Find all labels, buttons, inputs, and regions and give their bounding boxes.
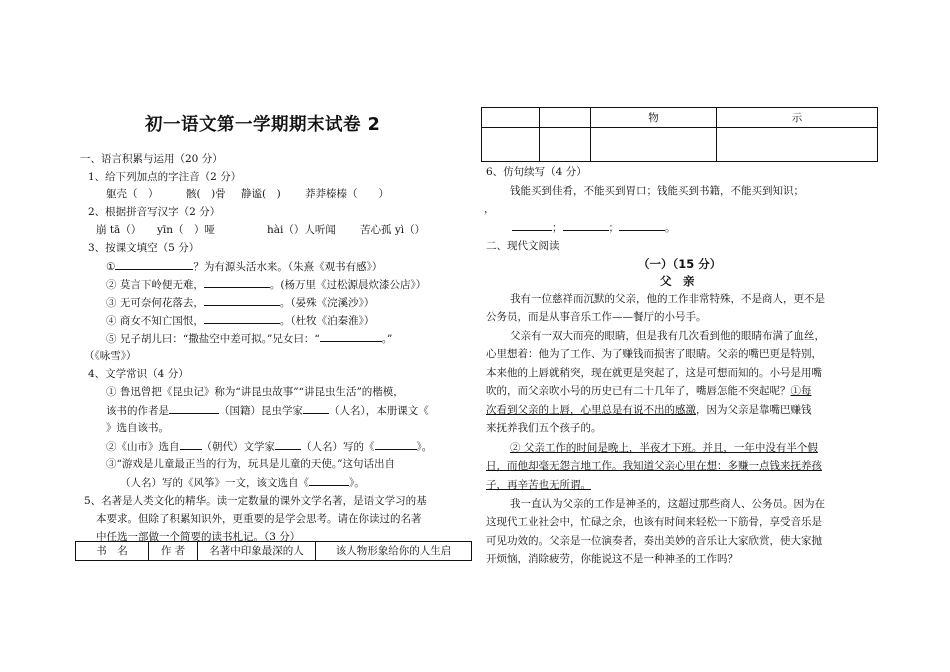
answer-blank[interactable] — [275, 437, 301, 450]
section-1-heading: 一、语言积累与运用（20 分） — [80, 153, 223, 165]
article-title: 父 亲 — [660, 274, 695, 288]
q3-4-text: ④ 商女不知亡国恨， — [106, 315, 204, 327]
answer-blank[interactable] — [512, 218, 552, 231]
q3-5-source: （《咏雪》） — [84, 350, 137, 362]
q3-3-source: 。（晏殊《浣溪沙》） — [279, 297, 375, 309]
q3-1-prefix: ① — [106, 261, 116, 273]
q3-3-text: ③ 无可奈何花落去， — [106, 297, 204, 309]
underlined-sentence-1: 次看到父亲的上唇，心里总是有说不出的感激 — [486, 404, 696, 416]
q6-separator-1: ； — [552, 222, 563, 234]
underlined-sentence-2-line-2: 日，而他却毫无怨言地工作。我知道父亲心里在想：多赚一点钱来抚养孩 — [486, 460, 822, 472]
q1-item-2: 骸( )骨 — [186, 188, 226, 200]
paragraph-4-line-1: 我一直认为父亲的工作是神圣的，这超过那些商人、公务员。因为在 — [510, 498, 825, 510]
paragraph-2-line-6: 来抚养我们五个孩子的。 — [486, 422, 602, 434]
column-header-author: 作 者 — [149, 542, 198, 561]
q4-3-line-2 — [120, 473, 365, 492]
table-cell — [482, 108, 540, 128]
q4-1-line-3: 》选自该书。 — [106, 422, 169, 434]
paragraph-4-line-2: 这现代工业社会中，忙碌之余，也该有时间来轻松一下筋骨，享受音乐是 — [486, 516, 822, 528]
column-header-insight: 该人物形象给你的人生启 — [316, 542, 472, 561]
part-heading: （一）（15 分） — [638, 257, 722, 271]
q3-2-text: ② 莫言下岭便无难， — [106, 279, 204, 291]
q3-line-3 — [106, 293, 374, 312]
table-row — [482, 128, 878, 162]
q2-item-2: yīn（ ）哑 — [157, 224, 216, 236]
answer-blank[interactable] — [180, 437, 202, 450]
q2-item-4: 苦心孤 yì（） — [360, 224, 426, 236]
q3-4-source: 。（杜牧《泊秦淮》） — [279, 315, 375, 327]
q3-line-2 — [106, 275, 426, 294]
question-1: 1、给下列加点的字注音（2 分） — [88, 171, 242, 183]
column-header-book: 书 名 — [76, 542, 149, 561]
q4-3-text-a: （人名）写的《风筝》一文，该文选自《 — [120, 477, 309, 489]
page-title: 初一语文第一学期期末试卷 2 — [145, 115, 381, 135]
answer-blank[interactable] — [375, 437, 417, 450]
paragraph-4-line-4: 开烦恼，消除疲劳，你能说这不是一种神圣的工作吗？ — [486, 553, 738, 565]
q1-item-4: 莽莽榛榛（ ） — [305, 188, 389, 200]
question-6: 6、仿句续写（4 分） — [486, 166, 587, 178]
q6-answer-line — [512, 218, 676, 237]
answer-blank[interactable] — [204, 275, 270, 288]
q3-line-4 — [106, 311, 374, 330]
answer-blank[interactable] — [320, 329, 382, 342]
answer-blank[interactable] — [115, 257, 193, 270]
column-header-insight-tail: 示 — [717, 108, 878, 128]
question-5-line-3: 中任选一部做一个简要的读书札记。（3 分） — [96, 531, 301, 543]
q6-prompt: 钱能买到佳肴，不能买到胃口；钱能买到书籍，不能买到知识； — [510, 185, 804, 197]
answer-blank[interactable] — [309, 473, 349, 486]
q3-line-1 — [106, 257, 382, 276]
question-5-line-2: 本要求。但除了积累知识外，更重要的是学会思考。请在你读过的名著 — [96, 513, 422, 525]
q3-2-source: 。(杨万里《过松源晨炊漆公店》） — [269, 279, 427, 291]
table-cell[interactable] — [591, 128, 717, 162]
column-header-character-tail: 物 — [591, 108, 717, 128]
answer-blank[interactable] — [619, 218, 665, 231]
paragraph-2-line-3: 本来他的上唇就稍突，现在就更是突起了，这是可想而知的。小号是用嘴 — [486, 367, 822, 379]
section-2-heading: 二、现代文阅读 — [486, 240, 560, 252]
question-4: 4、文学常识（4 分） — [88, 368, 189, 380]
underlined-sentence-2-line-3: 子，再辛苦也无所谓。 — [486, 479, 591, 491]
table-header-row — [482, 108, 878, 128]
q4-1-line-2 — [106, 401, 429, 420]
reading-notes-table-continued — [481, 107, 878, 162]
underlined-sentence-2-line-1: ② 父亲工作的时间是晚上，半夜才下班。并且，一年中没有半个假 — [510, 442, 818, 454]
q2-item-3: hài（）人听闻 — [267, 224, 336, 236]
paragraph-4-line-3: 可见功效的。父亲是一位演奏者，奏出美妙的音乐让大家欣赏，使大家抛 — [486, 535, 822, 547]
paragraph-2-line-2: 心里想着：他为了工作、为了赚钱而损害了眼睛。父亲的嘴巴更是特别， — [486, 348, 822, 360]
paragraph-2-line-1: 父亲有一双大而亮的眼睛，但是我有几次看到他的眼睛布满了血丝， — [510, 330, 825, 342]
answer-blank[interactable] — [169, 401, 219, 414]
question-5-line-1: 5、名著是人类文化的精华。读一定数量的课外文学名著，是语文学习的基 — [84, 495, 427, 507]
answer-blank[interactable] — [204, 293, 280, 306]
question-2: 2、根据拼音写汉字（2 分） — [88, 206, 221, 218]
q4-1-line-1: ① 鲁迅曾把《昆虫记》称为“讲昆虫故事”“讲昆虫生活”的楷模， — [106, 386, 404, 398]
paragraph-2-line-5 — [486, 401, 812, 419]
q4-1-text-a: 该书的作者是 — [106, 405, 169, 417]
q6-comma: ， — [484, 203, 495, 215]
q6-separator-2: 。 — [665, 222, 676, 234]
q4-3-text-b: 》。 — [349, 477, 365, 489]
column-header-character: 名著中印象最深的人 — [198, 542, 316, 561]
paragraph-1-line-1: 我有一位慈祥而沉默的父亲，他的工作非常特殊，不是商人，更不是 — [510, 293, 825, 305]
q4-2-text-c: （人名）写的《 — [301, 441, 375, 453]
q2-item-1: 崩 tā（） — [96, 224, 142, 236]
q4-1-text-c: （人名），本册课文《 — [329, 405, 429, 417]
reading-notes-table — [75, 541, 472, 561]
q3-line-5 — [106, 329, 392, 348]
q1-item-1: 躯壳（ ） — [106, 188, 159, 200]
table-cell — [540, 108, 591, 128]
underlined-sentence-1-start: ①每 — [790, 385, 812, 397]
q4-2-text-a: ②《山市》选自 — [106, 441, 180, 453]
q3-5-end: 。” — [381, 333, 393, 345]
q4-1-text-b: （国籍）昆虫学家 — [219, 405, 303, 417]
table-header-row — [76, 542, 472, 561]
question-3: 3、按课文填空（5 分） — [88, 242, 200, 254]
answer-blank[interactable] — [303, 401, 329, 414]
paragraph-2-line-4 — [486, 382, 812, 400]
table-cell[interactable] — [482, 128, 540, 162]
q3-1-text: ？为有源头活水来。（朱熹《观书有感》） — [193, 261, 383, 273]
q4-3-line-1: ③“游戏是儿童最正当的行为，玩具是儿童的天使。”这句话出自 — [106, 458, 395, 470]
table-cell[interactable] — [540, 128, 591, 162]
answer-blank[interactable] — [563, 218, 609, 231]
paragraph-1-line-2: 公务员，而是从事音乐工作——餐厅的小号手。 — [486, 311, 707, 323]
q6-separator-1b: ； — [608, 222, 619, 234]
paragraph-2-text: ，因为父亲是靠嘴巴赚钱 — [696, 404, 812, 416]
answer-blank[interactable] — [204, 311, 280, 324]
q4-2-text-d: 》。 — [416, 441, 433, 453]
q1-item-3: 静谧( ) — [241, 188, 281, 200]
q4-2-line — [106, 437, 432, 456]
paragraph-2-text: 吹的，而父亲吹小号的历史已有二十几年了，嘴唇怎能不突起呢？ — [486, 385, 791, 397]
q4-2-text-b: （朝代）文学家 — [201, 441, 275, 453]
table-cell[interactable] — [717, 128, 878, 162]
q3-5-text: ⑤ 兄子胡儿曰：“撒盐空中差可拟。”兄女曰：“ — [106, 333, 320, 345]
